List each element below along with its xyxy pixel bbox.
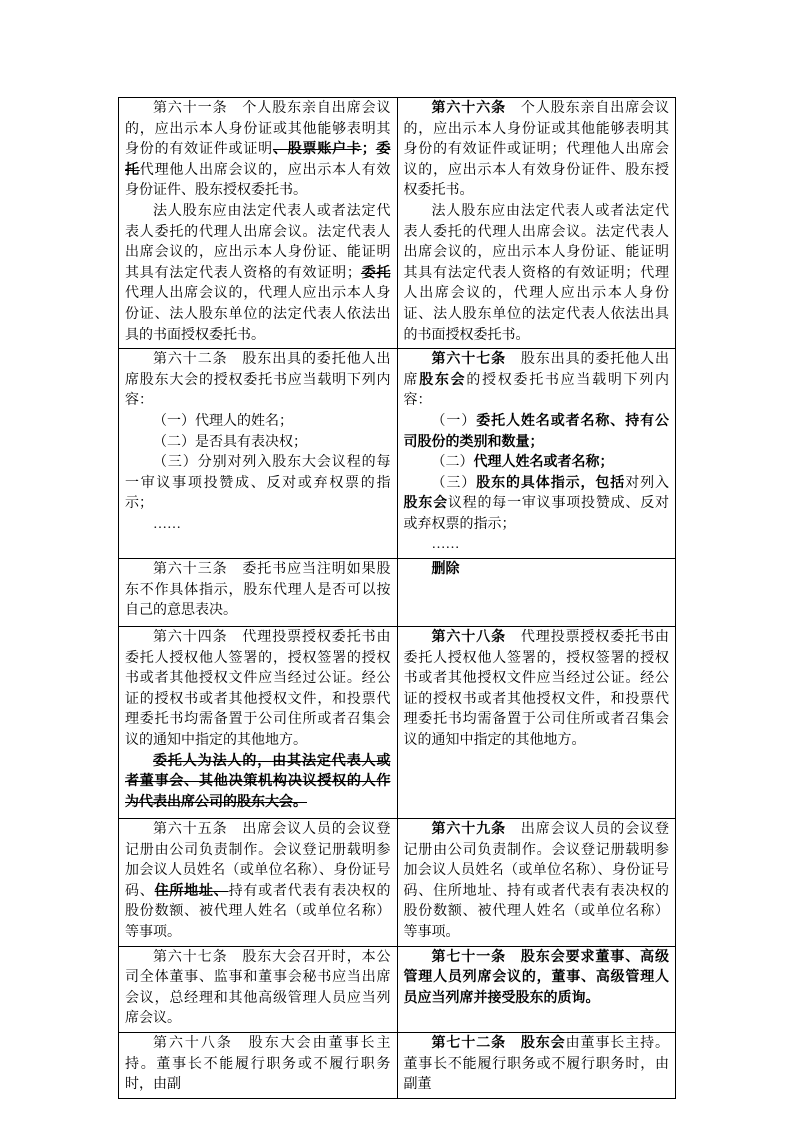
body-text: 法人股东应由法定代表人或者法定代表人委托的代理人出席会议。法定代表人出席会议的，应出示本人身份证、能证明其具有法定代表人资格的有效证明；代理人出席会议的，代理人应出示本人身份证、法人股东单位的法定代表人依法出具的书面授权委托书。 bbox=[403, 203, 669, 343]
old-version-cell bbox=[119, 1033, 398, 1099]
body-text: 的授权委托书应当载明下列内容： bbox=[403, 372, 669, 409]
revised-emphasis-text: 股东会 bbox=[403, 496, 448, 512]
body-text: （三）分别对列入股东大会议程的每一审议事项投赞成、反对或弃权票的指示； bbox=[125, 455, 391, 512]
paragraph bbox=[404, 820, 670, 944]
paragraph bbox=[404, 560, 670, 581]
revised-version-cell bbox=[397, 559, 676, 627]
body-text: 第六十三条 委托书应当注明如果股东不作具体指示，股东代理人是否可以按自己的意思表决。 bbox=[125, 562, 391, 619]
old-version-cell bbox=[119, 627, 398, 819]
table-row bbox=[119, 946, 676, 1032]
revised-emphasis-text: 第六十七条 bbox=[431, 352, 506, 368]
old-version-cell bbox=[119, 946, 398, 1032]
paragraph bbox=[125, 433, 391, 454]
revised-emphasis-text: 第七十一条 股东会要求董事、高级管理人员列席会议的，董事、高级管理人员应当列席并接受股东的质询。 bbox=[403, 949, 669, 1006]
revised-emphasis-text: 委托人姓名或者名称、持有公司股份的类别和数量； bbox=[403, 413, 670, 450]
body-text: 代理投票授权委托书由委托人授权他人签署的，授权签署的授权书或者其他授权文件应当经过公证。经公证的授权书或者其他授权文件，和投票代理委托书均需备置于公司住所或者召集会议的通知中指定的其他地方。 bbox=[403, 630, 669, 749]
deleted-text: 委托 bbox=[125, 142, 391, 178]
revised-emphasis-text: 第六十八条 bbox=[431, 630, 506, 646]
deleted-text: 、股票账户卡 bbox=[272, 142, 362, 158]
body-text: 第六十八条 股东大会由董事长主持。董事长不能履行职务或不履行职务时，由副 bbox=[125, 1036, 391, 1093]
paragraph bbox=[404, 474, 670, 536]
table-row bbox=[119, 98, 676, 349]
paragraph bbox=[125, 752, 391, 814]
revised-emphasis-text: 股东会 bbox=[419, 372, 467, 388]
body-text: 持有或者代表有表决权的股份数额、被代理人姓名（或单位名称）等事项。 bbox=[125, 883, 391, 941]
deleted-text: 委托人为法人的，由其法定代表人或者董事会、其他决策机构决议授权的人作为代表出席公司的股东大会。 bbox=[125, 753, 391, 810]
body-text: …… bbox=[431, 537, 460, 553]
paragraph bbox=[125, 1034, 391, 1096]
paragraph bbox=[125, 820, 391, 944]
paragraph bbox=[404, 202, 670, 346]
body-text: （一） bbox=[431, 413, 477, 429]
paragraph bbox=[125, 948, 391, 1030]
revised-emphasis-text: 第六十九条 bbox=[431, 822, 506, 838]
revised-version-cell bbox=[397, 946, 676, 1032]
revised-version-cell bbox=[397, 627, 676, 819]
revised-version-cell bbox=[397, 98, 676, 349]
paragraph bbox=[404, 412, 670, 453]
old-version-cell bbox=[119, 819, 398, 947]
revised-emphasis-text: 代理人姓名或者名称； bbox=[473, 455, 614, 471]
paragraph bbox=[125, 99, 391, 202]
body-text: 对列入 bbox=[625, 475, 670, 491]
body-text: 第六十五条 出席会议人员的会议登记册由公司负责制作。会议登记册载明参加会议人员姓名（或单位名称）、身份证号码、 bbox=[125, 822, 391, 899]
deleted-text: 委托 bbox=[360, 265, 391, 281]
table-row bbox=[119, 627, 676, 819]
table-row bbox=[119, 349, 676, 559]
revised-version-cell bbox=[397, 819, 676, 947]
paragraph bbox=[404, 350, 670, 412]
revised-version-cell bbox=[397, 1033, 676, 1099]
table-row bbox=[119, 819, 676, 947]
table-row bbox=[119, 559, 676, 627]
paragraph bbox=[404, 948, 670, 1010]
body-text: 第六十七条 股东大会召开时，本公司全体董事、监事和董事会秘书应当出席会议，总经理和其他高级管理人员应当列席会议。 bbox=[125, 949, 391, 1027]
paragraph bbox=[125, 515, 391, 536]
revised-version-cell bbox=[397, 349, 676, 559]
body-text: 股东出具的委托他人出席 bbox=[403, 352, 669, 388]
comparison-table-body bbox=[119, 98, 676, 1099]
paragraph bbox=[404, 535, 670, 556]
body-text: 第六十二条 股东出具的委托他人出席股东大会的授权委托书应当载明下列内容： bbox=[125, 352, 391, 409]
body-text: 法人股东应由法定代表人或者法定代表人委托的代理人出席会议。法定代表人出席会议的，应出示本人身份证、能证明其具有法定代表人资格的有效证明； bbox=[125, 203, 391, 281]
paragraph bbox=[404, 628, 670, 752]
body-text: 个人股东亲自出席会议的，应出示本人身份证或其他能够表明其身份的有效证件或证明；代理他人出席会议的，应出示本人有效身份证件、股东授权委托书。 bbox=[403, 101, 669, 199]
body-text: 代理人出席会议的，代理人应出示本人身份证、法人股东单位的法定代表人依法出具的书面授权委托书。 bbox=[125, 286, 391, 343]
body-text: 由董事长主持。董事长不能履行职务或不履行职务时，由副董 bbox=[403, 1036, 670, 1093]
paragraph bbox=[125, 202, 391, 346]
body-text: 第六十四条 代理投票授权委托书由委托人授权他人签署的，授权签署的授权书或者其他授权文件应当经过公证。经公证的授权书或者其他授权文件，和投票代理委托书均需备置于公司住所或者召集会议的通知中指定的其他地方。 bbox=[125, 630, 391, 749]
body-text: （一）代理人的姓名； bbox=[153, 413, 293, 429]
old-version-cell bbox=[119, 98, 398, 349]
paragraph bbox=[125, 350, 391, 412]
old-version-cell bbox=[119, 349, 398, 559]
body-text: （二）是否具有表决权； bbox=[153, 434, 307, 450]
paragraph bbox=[404, 99, 670, 202]
table-row bbox=[119, 1033, 676, 1099]
old-version-cell bbox=[119, 559, 398, 627]
revised-emphasis-text: 第六十六条 bbox=[431, 101, 506, 116]
revised-emphasis-text: 股东的具体指示，包括 bbox=[476, 475, 626, 491]
deleted-text: 住所地址、 bbox=[154, 883, 229, 899]
body-text: 议程的每一审议事项投赞成、反对或弃权票的指示； bbox=[403, 496, 670, 532]
body-text: 第六十一条 个人股东亲自出席会议的，应出示本人身份证或其他能够表明其身份的有效证件或证明 bbox=[125, 101, 391, 158]
paragraph bbox=[404, 1034, 670, 1096]
body-text: （三） bbox=[431, 475, 477, 491]
body-text: （二） bbox=[431, 455, 474, 471]
body-text: 代理他人出席会议的，应出示本人有效身份证件、股东授权委托书。 bbox=[125, 162, 391, 199]
revised-emphasis-text: 删除 bbox=[431, 562, 460, 578]
body-text: 出席会议人员的会议登记册由公司负责制作。会议登记册载明参加会议人员姓名（或单位名称）、身份证号码、住所地址、持有或者代表有表决权的股份数额、被代理人姓名（或单位名称）等事项。 bbox=[403, 822, 669, 941]
revised-emphasis-text: ； bbox=[361, 142, 376, 158]
revised-emphasis-text: 第七十二条 股东会 bbox=[431, 1036, 566, 1051]
comparison-table bbox=[118, 97, 676, 1099]
paragraph bbox=[125, 412, 391, 433]
paragraph bbox=[404, 453, 670, 474]
body-text: …… bbox=[153, 516, 181, 532]
paragraph bbox=[125, 453, 391, 515]
paragraph bbox=[125, 628, 391, 752]
paragraph bbox=[125, 560, 391, 622]
